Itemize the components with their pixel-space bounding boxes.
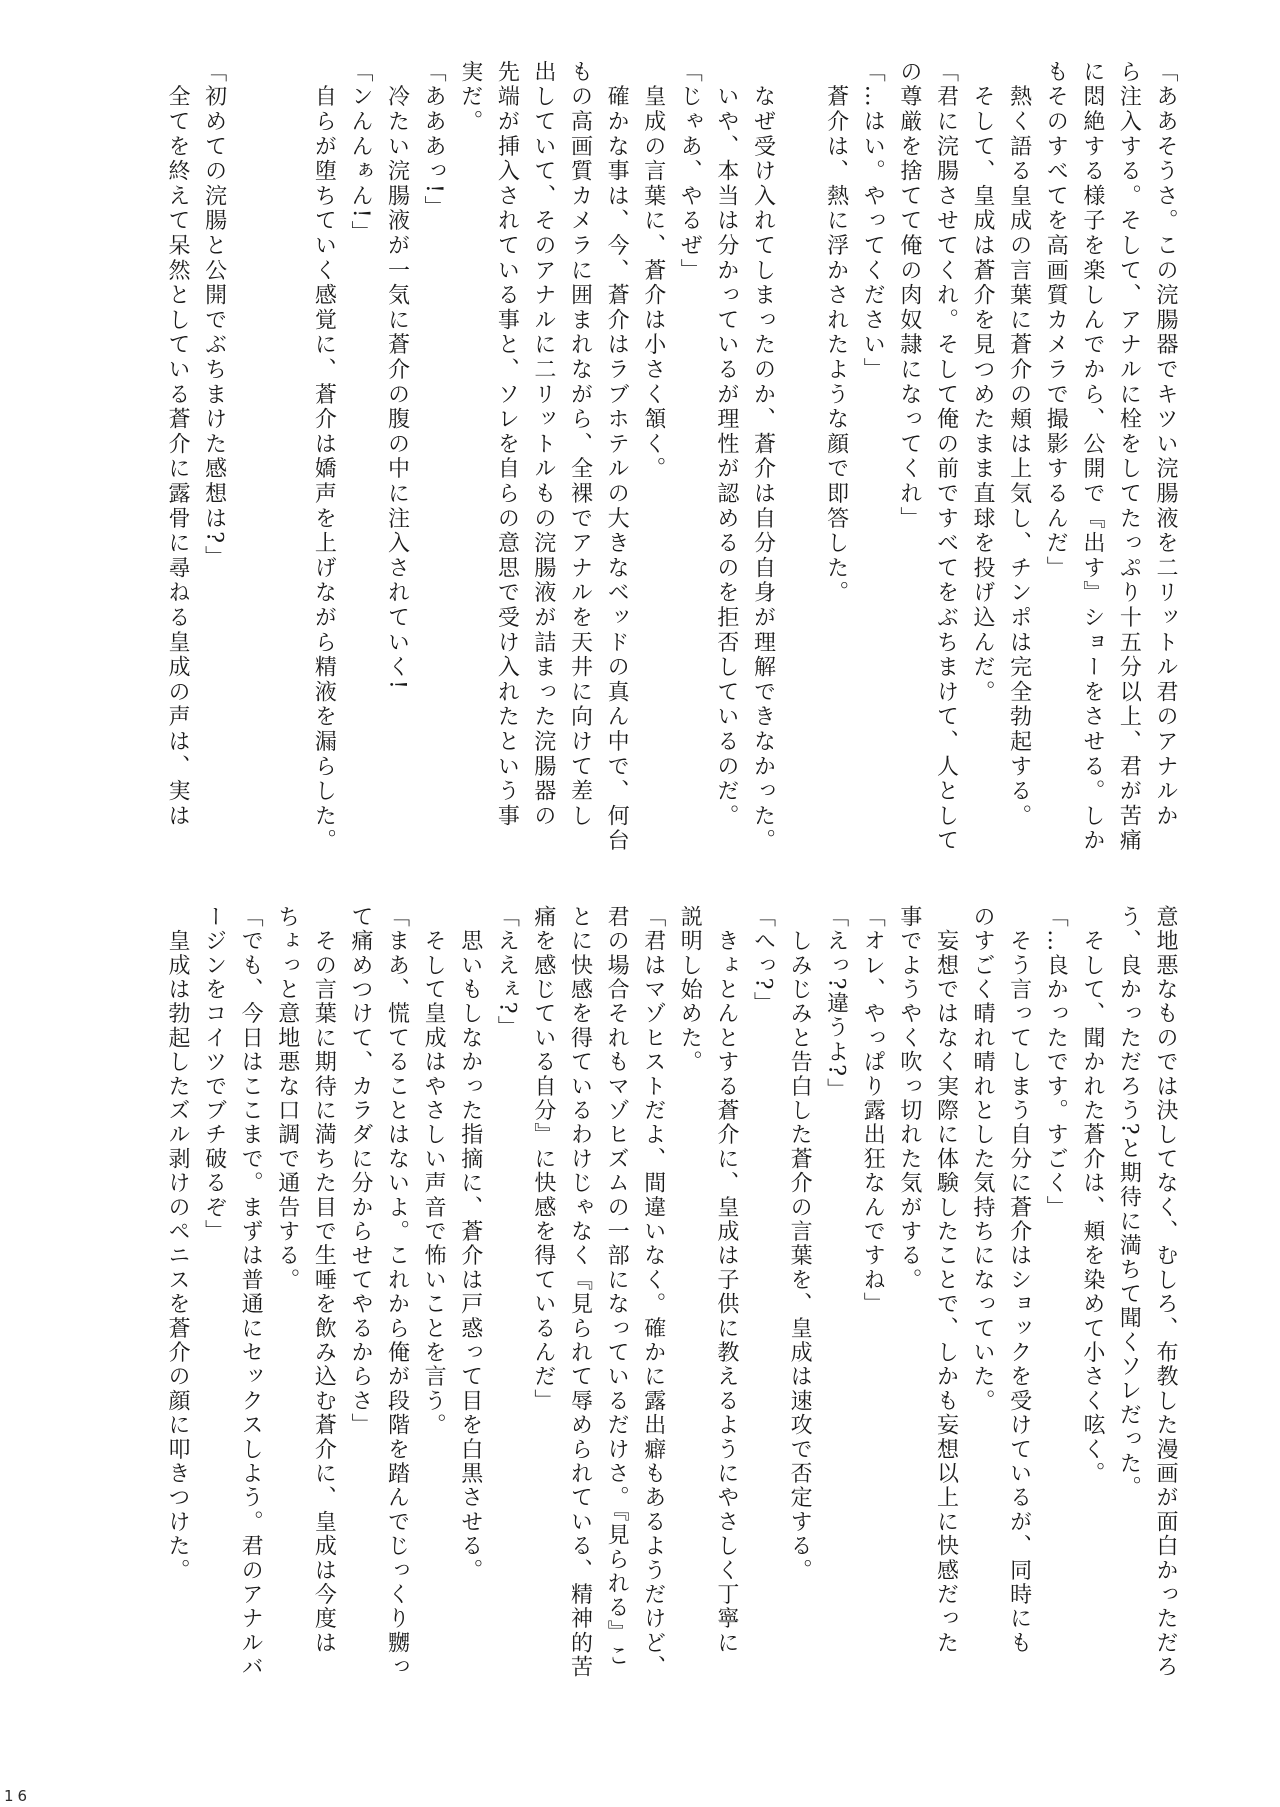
text-line: 「ええぇ?」 [494,905,520,1040]
blank-line [232,60,269,857]
blank-line [780,60,817,857]
text-line: ら注入する。そして、アナルに栓をしてたっぷり十五分以上、君が苦痛 [1116,60,1142,854]
text-line: 「オレ、やっぱり露出狂なんですね」 [860,905,886,1317]
text-line: そう言ってしまう自分に蒼介はショックを受けているが、同時にも [1006,905,1032,1656]
text-line: 事でようやく吹っ切れた気がする。 [896,905,922,1293]
text-line: 冷たい浣腸液が一気に蒼介の腹の中に注入されていく! [384,60,410,692]
blank-line [268,60,305,857]
text-line: のすごく晴れ晴れとした気持ちになっていた。 [970,905,996,1414]
text-line: 皇成の言葉に、蒼介は小さく頷く。 [640,60,666,482]
text-line: 皇成は勃起したズル剥けのペニスを蒼介の顔に叩きつけた。 [164,905,190,1583]
text-line: ージンをコイツでブチ破るぞ」 [201,905,227,1244]
text-line: 出していて、そのアナルに二リットルもの浣腸液が詰まった浣腸器の [530,60,556,829]
text-line: 説明し始めた。 [677,905,703,1075]
text-line: そして皇成はやさしい声音で怖いことを言う。 [421,905,447,1438]
text-line: 「ああそうさ。この浣腸器でキツい浣腸液を二リットル君のアナルか [1153,60,1178,829]
text-line: しみじみと告白した蒼介の言葉を、皇成は速攻で否定する。 [787,905,813,1583]
text-line: に悶絶する様子を楽しんでから、公開で『出す』ショーをさせる。しか [1079,60,1105,854]
text-line: もの高画質カメラに囲まれながら、全裸でアナルを天井に向けて差し [567,60,593,829]
text-line: とに快感を得ているわけじゃなく『見られて辱められている、精神的苦 [567,905,593,1680]
text-line: 思いもしなかった指摘に、蒼介は戸惑って目を白黒させる。 [457,905,483,1583]
text-line: 「まあ、慌てることはないよ。これから俺が段階を踏んでじっくり嬲っ [384,905,410,1680]
text-line: ちょっと意地悪な口調で通告する。 [274,905,300,1293]
text-line: そして、皇成は蒼介を見つめたまま直球を投げ込んだ。 [970,60,996,705]
text-line: 自らが堕ちていく感覚に、蒼介は嬌声を上げながら精液を漏らした。 [311,60,337,854]
text-line: いや、本当は分かっているが理性が認めるのを拒否しているのだ。 [713,60,739,829]
text-line: なぜ受け入れてしまったのか、蒼介は自分自身が理解できなかった。 [750,60,776,854]
text-line: 「じゃあ、やるぜ」 [677,60,703,284]
text-line: 蒼介は、熱に浮かされたような顔で即答した。 [823,60,849,606]
text-line: もそのすべてを高画質カメラで撮影するんだ」 [1043,60,1069,581]
text-line: 熱く語る皇成の言葉に蒼介の頬は上気し、チンポは完全勃起する。 [1006,60,1032,829]
text-line: 痛を感じている自分』に快感を得ているんだ」 [530,905,556,1414]
text-line: きょとんとする蒼介に、皇成は子供に教えるようにやさしく丁寧に [713,905,739,1656]
text-line: その言葉に期待に満ちた目で生唾を飲み込む蒼介に、皇成は今度は [311,905,337,1656]
text-line: そして、聞かれた蒼介は、頬を染めて小さく呟く。 [1079,905,1105,1486]
text-line: の尊厳を捨てて俺の肉奴隷になってくれ」 [896,60,922,532]
text-line: 「あああっ!」 [421,60,447,221]
text-line: 全てを終えて呆然としている蒼介に露骨に尋ねる皇成の声は、実は [164,60,190,829]
text-line: 実だ。 [457,60,483,135]
text-line: 「…良かったです。すごく」 [1043,905,1069,1220]
text-line: 「初めての浣腸と公開でぶちまけた感想は?」 [201,60,227,571]
text-line: 妄想ではなく実際に体験したことで、しかも妄想以上に快感だった [933,905,959,1656]
text-line: 確かな事は、今、蒼介はラブホテルの大きなベッドの真ん中で、何台 [604,60,630,854]
text-line: 「君はマゾヒストだよ、間違いなく。確かに露出癖もあるようだけど、 [640,905,666,1680]
text-line: 「…はい。やってください」 [860,60,886,383]
text-line: 「君に浣腸させてくれ。そして俺の前ですべてをぶちまけて、人として [933,60,959,854]
text-line: 先端が挿入されている事と、ソレを自らの意思で受け入れたという事 [494,60,520,829]
text-line: う、良かっただろう?と期待に満ちて聞くソレだった。 [1116,905,1142,1500]
text-line: 意地悪なものでは決してなく、むしろ、布教した漫画が面白かっただろ [1153,905,1178,1680]
text-line: 「ンんんぁん!」 [347,60,373,246]
text-line: 「でも、今日はここまで。まずは普通にセックスしよう。君のアナルバ [238,905,264,1680]
text-line: 「えっ?違うよ?」 [823,905,849,1103]
text-block-lower [158,905,1183,1682]
text-line: 「へっ?」 [750,905,776,1016]
text-line: 君の場合それもマゾヒズムの一部になっているだけさ。『見られる』こ [604,905,630,1669]
text-line: て痛めつけて、カラダに分からせてやるからさ」 [347,905,373,1438]
page-number: 16 [4,1787,32,1805]
text-block-upper [158,60,1183,857]
